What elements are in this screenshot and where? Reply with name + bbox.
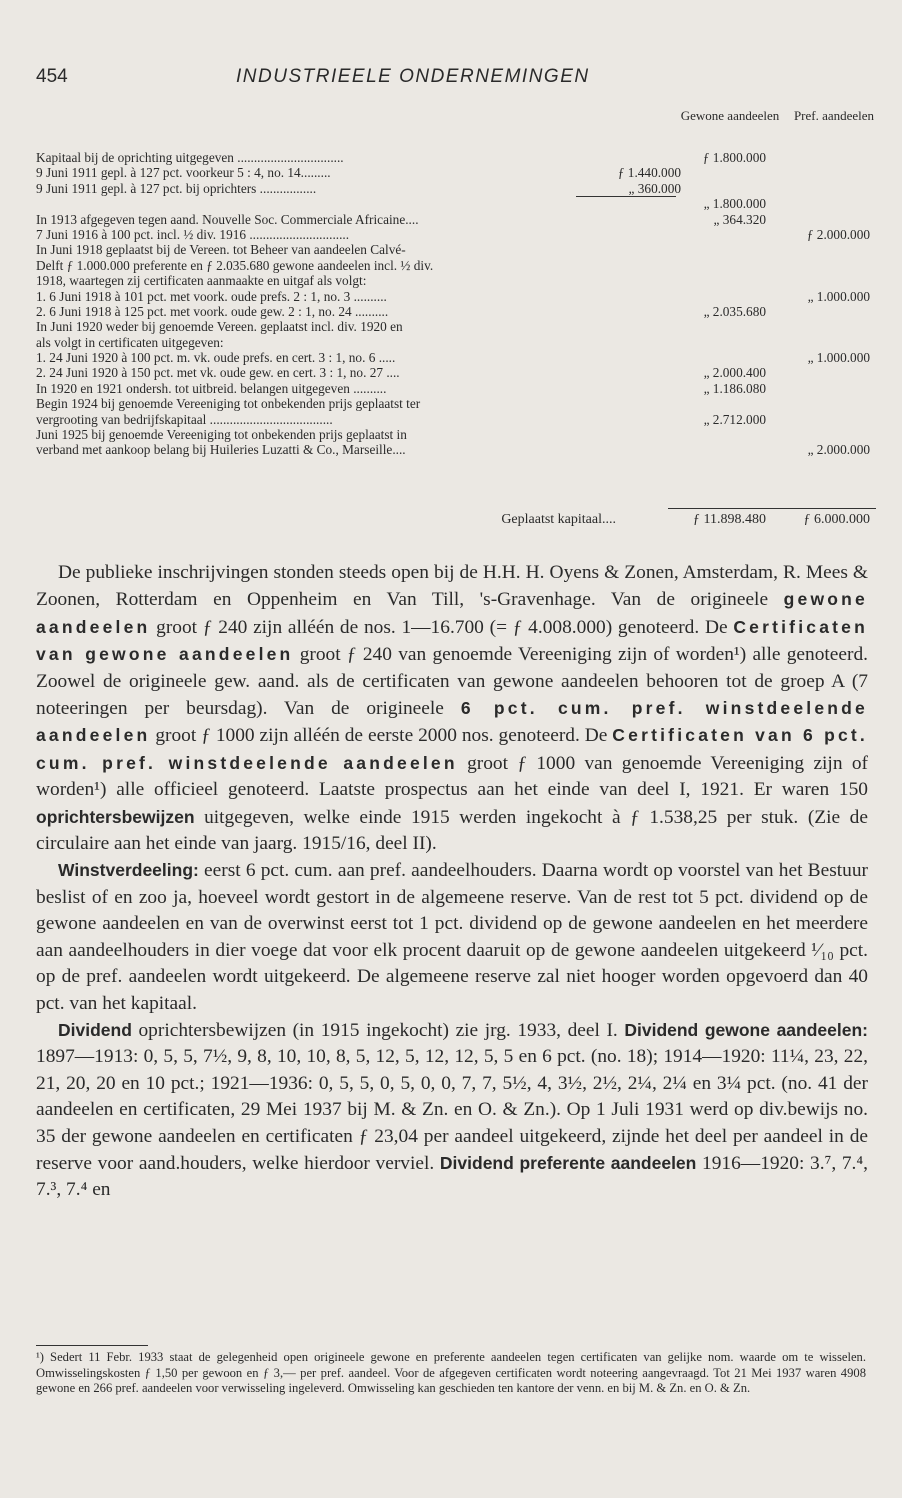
ledger-row-text: 2. 6 Juni 1918 à 125 pct. met voork. oude gew. 2 : 1, no. 24 .......... bbox=[36, 303, 389, 319]
emphasis-text: Dividend gewone aandeelen: bbox=[624, 1019, 868, 1040]
ledger-row-text: In 1913 afgegeven tegen aand. Nouvelle Soc. Commerciale Africaine.... bbox=[36, 211, 419, 227]
emphasis-text: gewone aandeelen bbox=[36, 589, 868, 637]
ledger-row bbox=[36, 412, 876, 427]
paragraph-text: 1916—1920: 3.⁷, 7.⁴, 7.³, 7.⁴ en bbox=[36, 1152, 869, 1201]
ledger-total bbox=[36, 512, 876, 532]
ledger-row bbox=[36, 150, 876, 165]
ledger-row bbox=[36, 319, 876, 334]
footnote: ¹) Sedert 11 Febr. 1933 staat de gelegenheid open origineele gewone en preferente aandeelen tegen certificaten van gelijke nom. waarde om te wisselen. Omwisselingskosten ƒ 1,50 per gewoon en ƒ 3,— per pref. aandeel. Voor de afgegeven certificaten wordt noteering aangevraagd. Tot 21 Mei 1937 waren 4908 gewone en 266 pref. aandeelen voor verwisseling ingeleverd. Omwisseling kan geschieden ten kantore der venn. en bij M. & Zn. en O. & Zn. bbox=[36, 1350, 866, 1396]
ledger-row bbox=[36, 289, 876, 304]
ledger-row-text: Delft ƒ 1.000.000 preferente en ƒ 2.035.680 gewone aandeelen incl. ½ div. bbox=[36, 257, 434, 273]
paragraph-text: groot ƒ 240 van genoemde Vereeniging zijn of worden¹) alle genoteerd. Zoowel de origineele gew. aand. als de certificaten van gewone aandeelen behooren tot de groep A (7 noteeringen per beursdag). Van de origineele bbox=[36, 644, 868, 720]
total-rule bbox=[668, 508, 876, 509]
ledger-row bbox=[36, 258, 876, 273]
ledger-row bbox=[36, 212, 876, 227]
ledger-row-text: 9 Juni 1911 gepl. à 127 pct. voorkeur 5 : 4, no. 14......... bbox=[36, 165, 331, 181]
ledger-row-text: Juni 1925 bij genoemde Vereeniging tot onbekenden prijs geplaatst in bbox=[36, 427, 407, 443]
ledger-row-text: vergrooting van bedrijfskapitaal ..................................... bbox=[36, 411, 333, 427]
ledger-row bbox=[36, 242, 876, 257]
ledger-row bbox=[36, 304, 876, 319]
total-gewone: ƒ 11.898.480 bbox=[693, 512, 766, 527]
ledger-row-text: In Juni 1920 weder bij genoemde Vereen. geplaatst incl. div. 1920 en bbox=[36, 319, 403, 335]
ledger-row-text: Begin 1924 bij genoemde Vereeniging tot onbekenden prijs geplaatst ter bbox=[36, 396, 421, 412]
ledger-row-pref: „ 2.000.000 bbox=[807, 442, 870, 458]
ledger-row-gewone: „ 1.800.000 bbox=[703, 196, 766, 212]
ledger-row-gewone: „ 1.186.080 bbox=[703, 380, 766, 396]
paragraph-text: 1897—1913: 0, 5, 5, 7½, 9, 8, 10, 10, 8, 5, 12, 5, 12, 12, 5, 5 en 6 pct. (no. 18); 1914—1920: 11¼, 23, 22, 21, 20, 20 en 10 pct.; 1921—1936: 0, 5, 5, 0, 5, 0, 0, 7, 7, 5½, 4, 3½, 2½, 2¼, 2¼ en 3¼ pct. (no. 41 der aandeelen en certificaten, 29 Mei 1937 bij M. & Zn. en O. & Zn.). Op 1 Juli 1931 werd op div.bewijs no. 35 der gewone aandeelen en certificaten ƒ 23,04 per aandeel uitgekeerd, zijnde het deel per aandeel in de reserve voor aand.houders, welke hierdoor verviel. bbox=[36, 1046, 868, 1174]
paragraph-text: groot ƒ 1000 zijn alléén de eerste 2000 nos. genoteerd. De bbox=[150, 725, 613, 747]
emphasis-text: Certificaten van gewone aandeelen bbox=[36, 616, 868, 665]
footnote-rule bbox=[36, 1345, 148, 1346]
paragraph-text: uitgegeven, welke einde 1915 werden ingekocht à ƒ 1.538,25 per stuk. (Zie de circulaire aan het einde van jaarg. 1915/16, deel II). bbox=[36, 806, 868, 855]
ledger-row bbox=[36, 381, 876, 396]
ledger-row-text: verband met aankoop belang bij Huileries Luzatti & Co., Marseille.... bbox=[36, 442, 406, 458]
ledger-row bbox=[36, 227, 876, 242]
paragraph-dividend bbox=[36, 1017, 868, 1204]
ledger-row-gewone: „ 2.035.680 bbox=[703, 303, 766, 319]
ledger-row-text: 7 Juni 1916 à 100 pct. incl. ½ div. 1916 .............................. bbox=[36, 226, 350, 242]
ledger-row bbox=[36, 396, 876, 411]
ledger-row-pref: ƒ 2.000.000 bbox=[806, 226, 870, 242]
ledger-row bbox=[36, 273, 876, 288]
ledger-row-gewone: „ 364.320 bbox=[713, 211, 766, 227]
paragraph-text: groot ƒ 240 zijn alléén de nos. 1—16.700 (= ƒ 4.008.000) genoteerd. De bbox=[150, 616, 734, 638]
paragraph-winstverdeeling bbox=[36, 857, 868, 1016]
ledger-row-pref: „ 1.000.000 bbox=[807, 288, 870, 304]
ledger-row bbox=[36, 165, 876, 180]
running-title: INDUSTRIEELE ONDERNEMINGEN bbox=[236, 66, 590, 87]
ledger-row-gewone: ƒ 1.800.000 bbox=[702, 150, 766, 165]
emphasis-text: Winstverdeeling: bbox=[58, 860, 199, 881]
ledger-row-text: 1918, waartegen zij certificaten aanmaakte en uitgaf als volgt: bbox=[36, 273, 367, 289]
ledger-row-text: als volgt in certificaten uitgegeven: bbox=[36, 334, 224, 350]
emphasis-text: Dividend preferente aandeelen bbox=[439, 1152, 697, 1173]
column-head-pref: Pref. aandeelen bbox=[793, 108, 875, 123]
emphasis-text: Dividend bbox=[58, 1019, 132, 1040]
column-head-gewone: Gewone aandeelen bbox=[680, 108, 780, 123]
ledger-row-gewone: „ 2.000.400 bbox=[703, 365, 766, 381]
emphasis-text: 6 pct. cum. pref. winstdeelende aandeelen bbox=[36, 698, 868, 746]
capital-ledger bbox=[36, 150, 876, 458]
ledger-row bbox=[36, 181, 876, 196]
ledger-row-text: 1. 24 Juni 1920 à 100 pct. m. vk. oude prefs. en cert. 3 : 1, no. 6 ..... bbox=[36, 350, 396, 366]
ledger-row-text: Kapitaal bij de oprichting uitgegeven ................................ bbox=[36, 150, 344, 165]
ledger-row-text: In 1920 en 1921 ondersh. tot uitbreid. belangen uitgegeven .......... bbox=[36, 380, 387, 396]
paragraph-listing bbox=[36, 560, 868, 857]
ledger-row bbox=[36, 442, 876, 457]
ledger-row bbox=[36, 365, 876, 380]
paragraph-text: oprichtersbewijzen (in 1915 ingekocht) zie jrg. 1933, deel I. bbox=[131, 1019, 625, 1041]
ledger-row-subamount: ƒ 1.440.000 bbox=[617, 165, 681, 181]
total-label: Geplaatst kapitaal.... bbox=[501, 512, 616, 527]
paragraph-text: eerst 6 pct. cum. aan pref. aandeelhouders. Daarna wordt op voorstel van het Bestuur beslist of en zoo ja, hoeveel wordt gestort in de algemeene reserve. Van de rest tot 5 pct. dividend op de gewone aandeelen en van de overwinst eerst tot 1 pct. dividend op de gewone aandeelen en het meerdere aan aandeelhouders in dier voege dat voor elk procent daaruit op de gewone aandeelen uitgekeerd ¹⁄₁₀ pct. op de pref. aandeelen wordt uitgekeerd. De algemeene reserve zal niet hooger worden opgevoerd dan 40 pct. van het kapitaal. bbox=[36, 860, 868, 1014]
total-pref: ƒ 6.000.000 bbox=[803, 512, 870, 527]
ledger-row-gewone: „ 2.712.000 bbox=[703, 411, 766, 427]
ledger-row-text: In Juni 1918 geplaatst bij de Vereen. tot Beheer van aandeelen Calvé- bbox=[36, 242, 406, 258]
ledger-row bbox=[36, 335, 876, 350]
ledger-row-text: 1. 6 Juni 1918 à 101 pct. met voork. oude prefs. 2 : 1, no. 3 .......... bbox=[36, 288, 387, 304]
ledger-row-text: 9 Juni 1911 gepl. à 127 pct. bij oprichters ................. bbox=[36, 180, 317, 196]
ledger-row-text: 2. 24 Juni 1920 à 150 pct. met vk. oude gew. en cert. 3 : 1, no. 27 .... bbox=[36, 365, 400, 381]
paragraph-text: De publieke inschrijvingen stonden steeds open bij de H.H. H. Oyens & Zonen, Amsterdam, R. Mees & Zoonen, Rotterdam en Oppenheim en Van Till, 's-Gravenhage. Van de origineele bbox=[36, 562, 868, 611]
ledger-row-subamount: „ 360.000 bbox=[628, 180, 681, 196]
ledger-row bbox=[36, 427, 876, 442]
page-header bbox=[36, 66, 866, 92]
ledger-row-pref: „ 1.000.000 bbox=[807, 350, 870, 366]
ledger-row bbox=[36, 196, 876, 211]
emphasis-text: Certificaten van 6 pct. cum. pref. winstdeelende aandeelen bbox=[36, 725, 868, 773]
body-text bbox=[36, 560, 868, 1204]
ledger-row bbox=[36, 350, 876, 365]
page-number: 454 bbox=[36, 66, 68, 87]
emphasis-text: oprichtersbewijzen bbox=[36, 806, 195, 827]
paragraph-text: groot ƒ 1000 van genoemde Vereeniging zijn of worden¹) alle officieel genoteerd. Laatste prospectus aan het einde van deel I, 1921. Er waren 150 bbox=[36, 752, 868, 801]
